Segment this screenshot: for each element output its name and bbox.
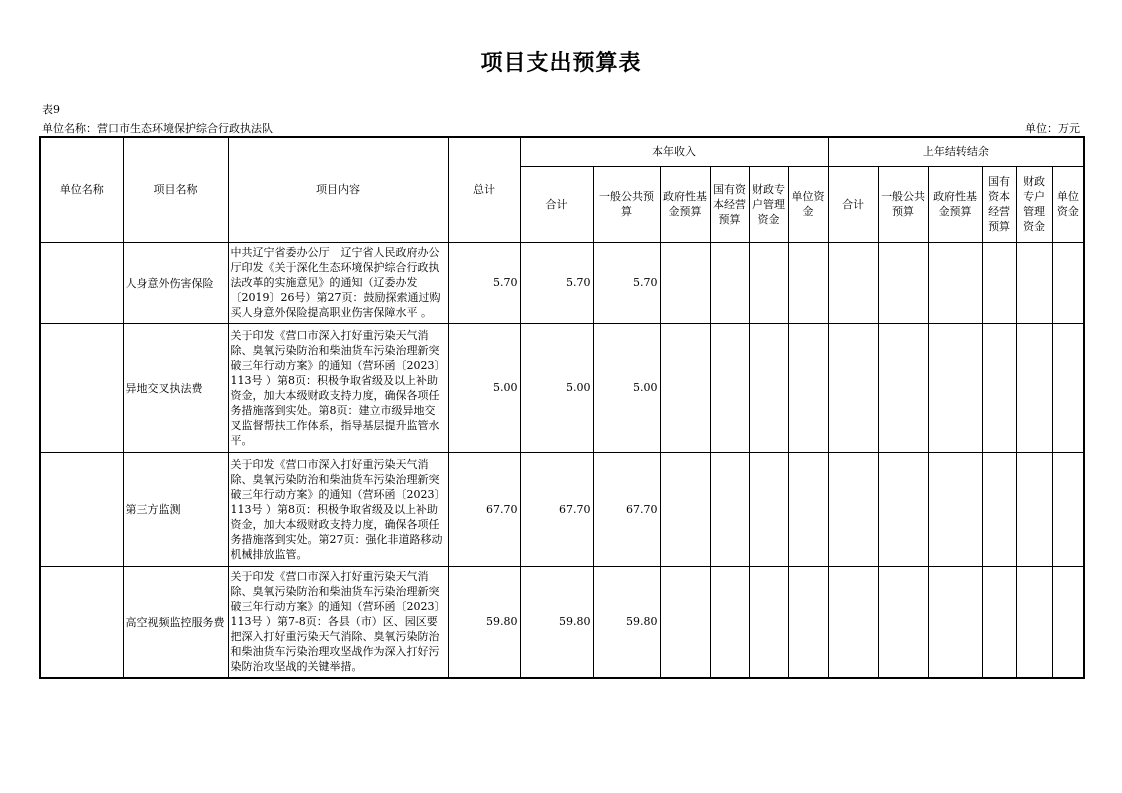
- header-total: 总计: [448, 137, 520, 242]
- table-row: [40, 242, 1084, 323]
- empty-cell: [788, 242, 828, 323]
- header-carryover: 上年结转结余: [828, 137, 1084, 166]
- empty-cell: [710, 566, 749, 678]
- header-project-content: 项目内容: [228, 137, 448, 242]
- row-unit: [40, 566, 123, 678]
- empty-cell: [878, 452, 928, 566]
- empty-cell: [982, 452, 1016, 566]
- empty-cell: [788, 452, 828, 566]
- empty-cell: [788, 566, 828, 678]
- header-carry-state-capital: 国有资本经营预算: [982, 166, 1016, 242]
- empty-cell: [828, 242, 878, 323]
- header-unit-name: 单位名称: [40, 137, 123, 242]
- empty-cell: [1052, 452, 1084, 566]
- header-income-sum: 合计: [520, 166, 593, 242]
- row-income-sum: 5.70: [520, 242, 593, 323]
- header-income-state-capital: 国有资本经营预算: [710, 166, 749, 242]
- row-project-name: 高空视频监控服务费: [123, 566, 228, 678]
- header-income-unit-fund: 单位资金: [788, 166, 828, 242]
- header-carry-special-account: 财政专户管理资金: [1016, 166, 1052, 242]
- header-carry-unit-fund: 单位资金: [1052, 166, 1084, 242]
- header-income-fund: 政府性基金预算: [660, 166, 710, 242]
- budget-table: [39, 136, 1085, 679]
- empty-cell: [749, 566, 788, 678]
- empty-cell: [982, 566, 1016, 678]
- row-total: 67.70: [448, 452, 520, 566]
- row-total: 5.00: [448, 323, 520, 452]
- empty-cell: [749, 242, 788, 323]
- empty-cell: [828, 566, 878, 678]
- empty-cell: [1016, 242, 1052, 323]
- header-project-name: 项目名称: [123, 137, 228, 242]
- table-number: 表9: [42, 103, 60, 116]
- currency-unit-label: 单位：万元: [1025, 122, 1080, 135]
- empty-cell: [1016, 323, 1052, 452]
- row-income-sum: 59.80: [520, 566, 593, 678]
- row-total: 59.80: [448, 566, 520, 678]
- empty-cell: [928, 242, 982, 323]
- table-row: [40, 566, 1084, 678]
- row-income-general: 67.70: [593, 452, 660, 566]
- empty-cell: [878, 566, 928, 678]
- row-unit: [40, 452, 123, 566]
- header-income-general: 一般公共预算: [593, 166, 660, 242]
- header-carry-sum: 合计: [828, 166, 878, 242]
- empty-cell: [660, 452, 710, 566]
- empty-cell: [928, 452, 982, 566]
- empty-cell: [982, 323, 1016, 452]
- page-title: 项目支出预算表: [480, 51, 642, 76]
- header-carry-general: 一般公共预算: [878, 166, 928, 242]
- header-current-income: 本年收入: [520, 137, 828, 166]
- empty-cell: [1052, 242, 1084, 323]
- empty-cell: [982, 242, 1016, 323]
- header-carry-fund: 政府性基金预算: [928, 166, 982, 242]
- row-unit: [40, 242, 123, 323]
- row-project-content: 关于印发《营口市深入打好重污染天气消除、臭氧污染防治和柴油货车污染治理新突破三年行动方案》的通知（营环函〔2023〕113号 ）第8页：积极争取省级及以上补助资金，加大本级财政支持力度，确保各项任务措施落到实处。第8页：建立市级异地交叉监督帮扶工作体系，指导基层提升监管水平。: [228, 323, 448, 452]
- row-project-name: 第三方监测: [123, 452, 228, 566]
- row-income-general: 59.80: [593, 566, 660, 678]
- empty-cell: [828, 323, 878, 452]
- empty-cell: [928, 323, 982, 452]
- empty-cell: [749, 323, 788, 452]
- row-unit: [40, 323, 123, 452]
- empty-cell: [1016, 566, 1052, 678]
- table-row: [40, 323, 1084, 452]
- row-project-name: 异地交叉执法费: [123, 323, 228, 452]
- row-income-sum: 5.00: [520, 323, 593, 452]
- empty-cell: [749, 452, 788, 566]
- row-project-content: 关于印发《营口市深入打好重污染天气消除、臭氧污染防治和柴油货车污染治理新突破三年行动方案》的通知（营环函〔2023〕113号 ）第8页：积极争取省级及以上补助资金，加大本级财政支持力度，确保各项任务措施落到实处。第27页：强化非道路移动机械排放监管。: [228, 452, 448, 566]
- empty-cell: [788, 323, 828, 452]
- row-project-name: 人身意外伤害保险: [123, 242, 228, 323]
- table-row: [40, 452, 1084, 566]
- empty-cell: [928, 566, 982, 678]
- row-income-general: 5.70: [593, 242, 660, 323]
- empty-cell: [660, 323, 710, 452]
- row-total: 5.70: [448, 242, 520, 323]
- empty-cell: [878, 242, 928, 323]
- empty-cell: [1052, 323, 1084, 452]
- row-project-content: 关于印发《营口市深入打好重污染天气消除、臭氧污染防治和柴油货车污染治理新突破三年行动方案》的通知（营环函〔2023〕113号 ）第7-8页：各县（市）区、园区要把深入打好重污染天气消除、臭氧污染防治和柴油货车污染治理攻坚战作为深入打好污染防治攻坚战的关键举措。: [228, 566, 448, 678]
- empty-cell: [710, 323, 749, 452]
- empty-cell: [660, 242, 710, 323]
- empty-cell: [710, 452, 749, 566]
- empty-cell: [660, 566, 710, 678]
- row-income-sum: 67.70: [520, 452, 593, 566]
- row-project-content: 中共辽宁省委办公厅 辽宁省人民政府办公厅印发《关于深化生态环境保护综合行政执法改革的实施意见》的通知（辽委办发〔2019〕26号）第27页：鼓励探索通过购买人身意外保险提高职业伤害保障水平 。: [228, 242, 448, 323]
- empty-cell: [1052, 566, 1084, 678]
- empty-cell: [710, 242, 749, 323]
- empty-cell: [878, 323, 928, 452]
- header-income-special-account: 财政专户管理资金: [749, 166, 788, 242]
- row-income-general: 5.00: [593, 323, 660, 452]
- empty-cell: [828, 452, 878, 566]
- unit-name-label: 单位名称：营口市生态环境保护综合行政执法队: [42, 122, 273, 135]
- empty-cell: [1016, 452, 1052, 566]
